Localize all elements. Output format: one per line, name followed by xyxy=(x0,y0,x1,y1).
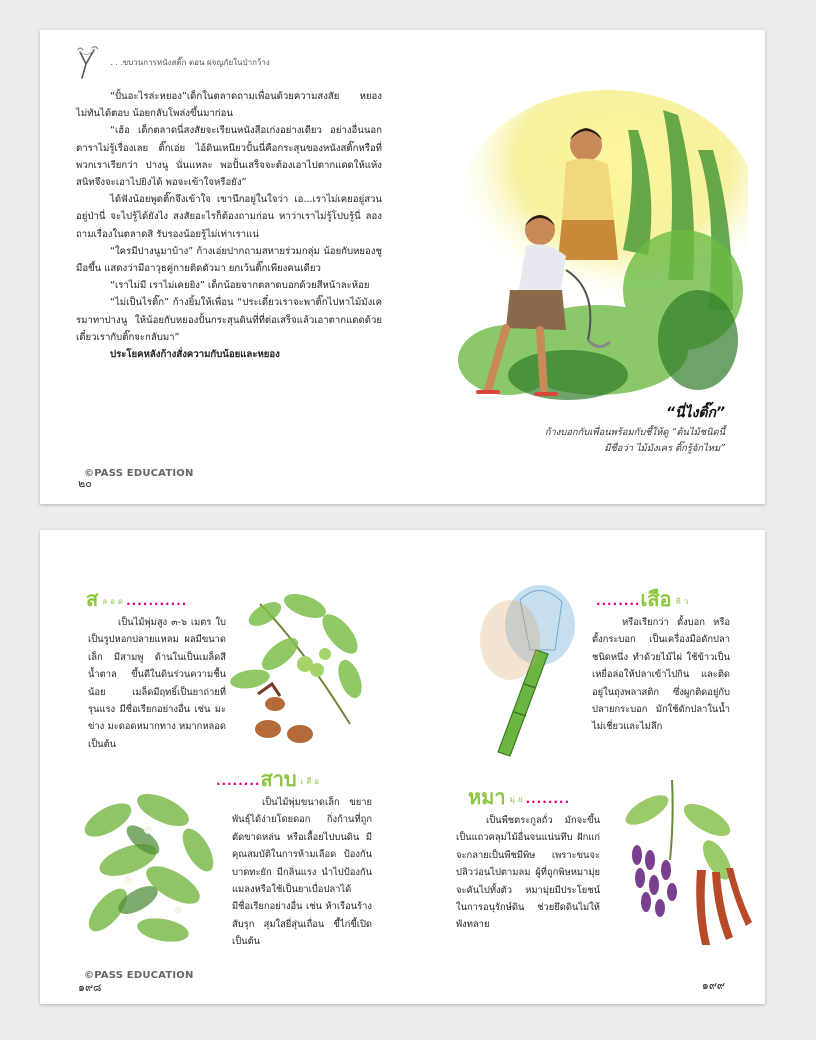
salot-plant-illustration xyxy=(220,584,380,749)
story-paragraph: “ใครมีปางนูมาบ้าง” ก้างเอ่ยปากถามสหายร่วมกลุ่ม น้อยกับหยองชูมือขึ้น แสดงว่ามีอาวุธคู่กายติดตัวมา ยกเว้นติ๊กเพียงคนเดียว xyxy=(76,245,382,275)
entry-heading-suea-hiw xyxy=(596,588,691,610)
entry-word: เสือ xyxy=(640,587,672,611)
caption-line: มีชื่อว่า ไม้มังเคร ติ๊กรู้จักไหม” xyxy=(604,443,725,454)
book-spread-bottom xyxy=(40,530,765,1004)
page-number-right: ๑๙๙ xyxy=(701,979,725,992)
page-number-left: ๒๐ xyxy=(78,477,92,490)
caption-title: “นี่ไงติ๊ก” xyxy=(665,405,725,421)
story-paragraph: “เราไม่มี เราไม่เคยยิง” เด็กน้อยจากตลาดบอกด้วยสีหน้าละห้อย xyxy=(110,280,370,292)
dotted-leader: ........ xyxy=(525,792,571,806)
slingshot-icon xyxy=(74,44,104,80)
sapsuea-plant-illustration xyxy=(68,780,228,960)
entry-word-suffix: เสือ xyxy=(300,777,323,786)
page-number-left: ๑๙๘ xyxy=(78,981,102,994)
illustration-caption xyxy=(445,402,725,456)
entry-text-salot xyxy=(88,614,226,753)
story-paragraph: ได้ฟังน้อยพูดติ๊กจึงเข้าใจ เขานึกอยู่ในใจว่า เอ...เราไม่เคยอยู่สวนอยู่ป่านี่ จะไปรู้ได้ยังไง สงสัยอะไรก็ต้องถามก่อน หาว่าเราไม่รู้โปบรู้นี่ ลองถามเรื่องในตลาดสิ รับรองน้อยรู้ไม่เท่าเราแน่ xyxy=(76,194,382,240)
entry-heading-mamui xyxy=(468,786,570,808)
dotted-leader: ........ xyxy=(596,594,641,608)
boys-in-bushes-illustration xyxy=(448,90,748,410)
footer-logo: ©PASS EDUCATION xyxy=(84,468,194,479)
entry-word-suffix: ลอด xyxy=(102,597,127,606)
footer-logo: ©PASS EDUCATION xyxy=(84,970,194,981)
page-header xyxy=(74,44,270,80)
entry-heading-salot xyxy=(86,588,187,610)
fish-trap-illustration xyxy=(470,580,590,760)
entry-description: หรือเรียกว่า ตั้งบอก หรือตั้งกระบอก เป็นเครื่องมือดักปลาชนิดหนึ่ง ทำด้วยไม้ไผ่ ใช้ข้าวเป็นเหยื่อล่อให้ปลาเข้าไปกิน และติดอยู่ในถุงพลาสติก ซึ่งผูกติดอยู่กับปลายกระบอก มักใช้ดักปลาในน้ำไม่เชี่ยวและไม่ลึก xyxy=(592,617,730,733)
entry-text-sapsuea xyxy=(232,794,372,951)
dotted-leader: ........ xyxy=(216,774,261,788)
book-spread-top xyxy=(40,30,765,504)
entry-word: หมา xyxy=(468,785,506,809)
entry-description: เป็นพืชตระกูลถั่ว มักจะขึ้นเป็นแถวคลุมไม้อื่นจนแน่นทึบ ฝักแก่จะกลายเป็นพืชมีพิษ เพราะขนจะปลิวว่อนไปตามลม ผู้ที่ถูกพิษหมามุ่ยจะคันไปทั้งตัว หมามุ่ยมีประโยชน์ในการอนุรักษ์ดิน ช่วยยึดดินไม่ให้พังทลาย xyxy=(456,815,600,931)
mamui-plant-illustration xyxy=(602,780,752,950)
story-paragraph: “ปั้นอะไรล่ะหยอง”เด็กในตลาดถามเพื่อนด้วยความสงสัย หยองไม่ทันได้ตอบ น้อยกลับโพล่งขึ้นมาก่อน xyxy=(76,91,382,120)
entry-text-suea-hiw xyxy=(592,614,730,736)
story-text xyxy=(76,88,382,363)
story-paragraph: “ไม่เป็นไรติ๊ก” ก้างยิ้มให้เพื่อน “ประเดี๋ยวเราจะพาติ๊กไปหาไม้มังเครมาทาปางนู ให้น้อยกับหยองปั้นกระสุนดินที่ที่ต่อเสร็จแล้วเอาตากแดดด้วย เดี๋ยวเรากับติ๊กจะกลับมา” xyxy=(76,297,382,343)
entry-word: ส xyxy=(86,587,99,611)
story-paragraph: “เฮ้อ เด็กตลาดนี่สงสัยจะเรียนหนังสือเก่งอย่างเดียว อย่างอื่นนอกตาราไม่รู้เรื่องเลย ติ๊กเอ่ย ไอ้ดินเหนียวปั้นนี่คือกระสุนของหนังสติ๊กหรือที่พวกเราเรียกว่า ปางนู นั่นแหละ พอปั้นเสร็จจะต้องเอาไปตากแดดให้แห้งสนิทจึงจะเอาไปยิงได้ พอจะเข้าใจหรือยัง” xyxy=(76,125,382,189)
entry-description: เป็นไม้พุ่มขนาดเล็ก ขยายพันธุ์ได้ง่ายโดยดอก กิ่งก้านที่ถูกตัดขาดหล่น หรือเลื้อยไปบนดิน มีคุณสมบัติในการห้ามเลือด ป้องกันบาดทะยัก มีกลิ่นแรง นำไปป้องกันแมลงหรือใช้เป็นยาเบื่อปลาได้ มีชื่อเรียกอย่างอื่น เช่น ห้าเรือนร้าง สับรุก สุมใสยี่สุ่นเถื่อน ขี้ไก่ขี้เปิด เป็นต้น xyxy=(232,797,372,948)
header-title: . . .ขบวนการหนังสติ๊ก ตอน ผจญภัยในป่ากว้าง xyxy=(110,57,270,67)
story-paragraph-bold: ประโยคหลังก้างสั่งความกับน้อยและหยอง xyxy=(110,349,280,361)
entry-description: เป็นไม้พุ่มสูง ๓-๖ เมตร ใบเป็นรูปหอกปลายแหลม ผลมีขนาดเล็ก มีสามพู ด้านในเป็นเมล็ดสีน้ำตาล ขึ้นดีในดินร่วนความชื้นน้อย เมล็ดมีฤทธิ์เป็นยาถ่ายที่รุนแรง มีชื่อเรียกอย่างอื่น เช่น มะข่าง มะดอดหมากทาง หมากหลอด เป็นต้น xyxy=(88,617,226,750)
entry-heading-sapsuea xyxy=(216,768,322,790)
entry-word: สาบ xyxy=(260,767,297,791)
entry-word-suffix: มุ่ย xyxy=(509,795,526,804)
caption-line: ก้างบอกกับเพื่อนพร้อมกับชี้ให้ดู “ต้นไม้ชนิดนี้ xyxy=(544,427,725,438)
entry-text-mamui xyxy=(456,812,600,934)
entry-word-suffix: หิว xyxy=(675,597,692,606)
dotted-leader: ........... xyxy=(126,594,188,608)
